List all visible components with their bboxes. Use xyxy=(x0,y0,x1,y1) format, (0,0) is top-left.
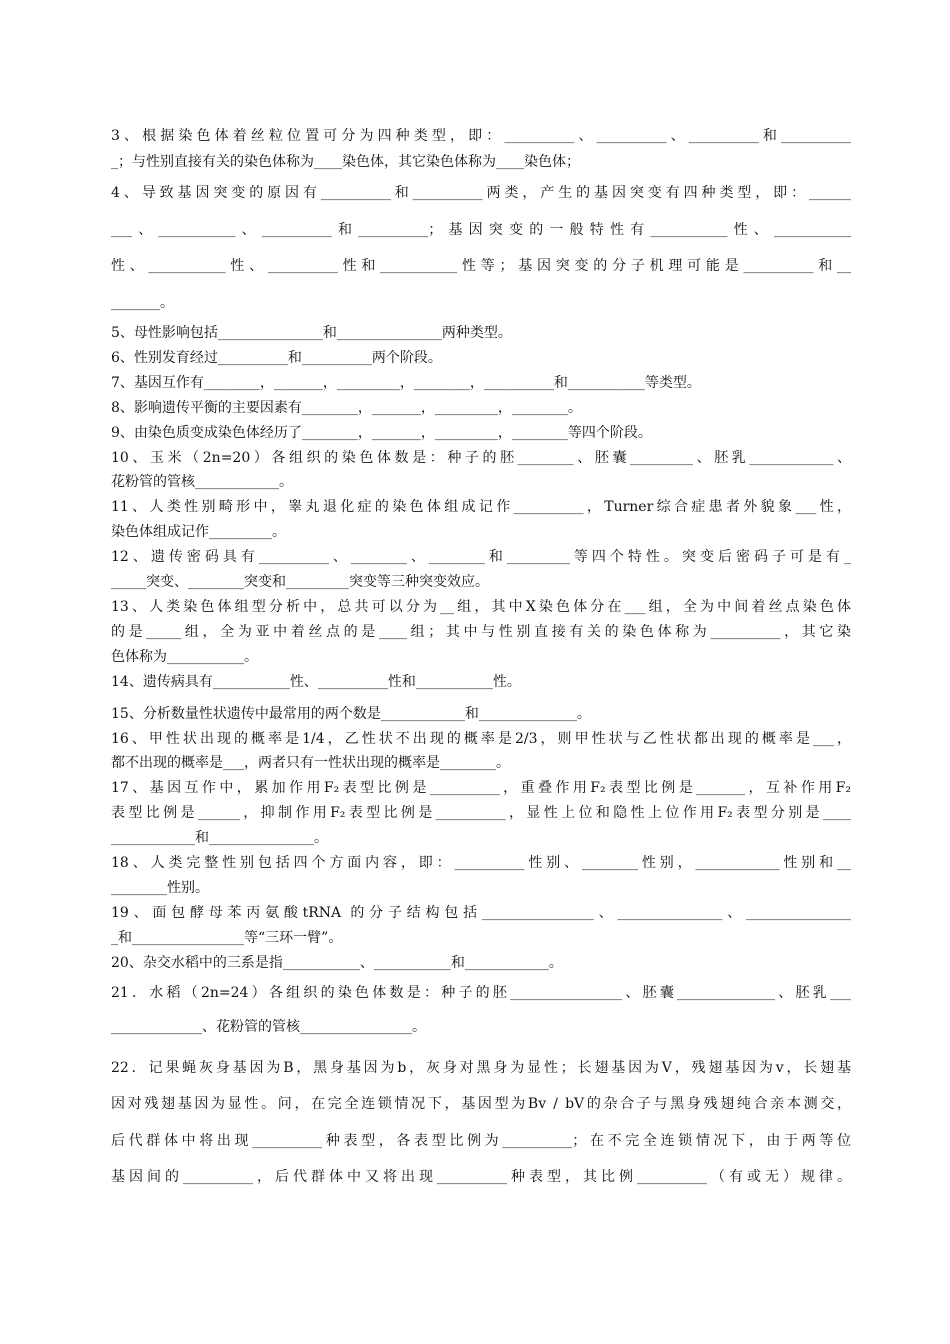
question-17-cont: ____________和_______________。 xyxy=(111,830,328,847)
question-line: 4、导致基因突变的原因有__________和__________两类，产生的基因突变有四种类型，即：______ xyxy=(111,185,851,201)
question-19: 19、面包酵母苯丙氨酸tRNA 的分子结构包括________________、_______________、_______________ xyxy=(111,904,851,921)
question-16-cont: 都不出现的概率是___，两者只有一性状出现的概率是________。 xyxy=(111,755,510,772)
question-17-cont: 表型比例是______，抑制作用F₂表型比例是__________，显性上位和隐性上位作用F₂表型分别是____ xyxy=(111,805,851,822)
spacer xyxy=(111,695,851,702)
question-5: 5、母性影响包括_______________和_______________两种类型。 xyxy=(111,325,512,341)
question-line: 21．水稻（2n=24）各组织的染色体数是：种子的胚________________、胚囊______________、胚乳___ xyxy=(111,984,851,1001)
question-12: 12、遗传密码具有__________、________、________和_________等四个特性。突变后密码子可是有_ xyxy=(111,549,851,566)
question-22 xyxy=(111,1050,851,1196)
question-14: 14、遗传病具有___________性、__________性和___________性。 xyxy=(111,673,521,690)
question-line: 3、根据染色体着丝粒位置可分为四种类型，即：__________、__________、__________和__________ xyxy=(111,128,851,144)
question-line: 性、___________性、__________性和___________性等；基因突变的分子机理可能是__________和__ xyxy=(111,258,851,274)
question-line: 基因间的__________，后代群体中又将出现__________种表型，其比例__________（有或无）规律。 xyxy=(111,1169,851,1186)
question-10-cont: 花粉管的管核____________。 xyxy=(111,474,293,491)
question-6: 6、性别发育经过__________和__________两个阶段。 xyxy=(111,349,442,366)
worksheet-document xyxy=(111,124,851,1196)
question-13: 13、人类染色体组型分析中，总共可以分为__组，其中X染色体分在___组，全为中间着丝点染色体 xyxy=(111,598,851,615)
question-7: 7、基因互作有________，_______，_________，________，__________和___________等类型。 xyxy=(111,374,701,391)
question-line: 因对残翅基因为显性。问，在完全连锁情况下，基因型为Bv / bV的杂合子与黑身残翅纯合亲本测交， xyxy=(111,1096,851,1113)
question-9: 9、由染色质变成染色体经历了________，_______，_________，________等四个阶段。 xyxy=(111,424,652,441)
question-20: 20、杂交水稻中的三系是指___________、___________和____________。 xyxy=(111,954,563,971)
question-line: 后代群体中将出现__________种表型，各表型比例为__________；在不完全连锁情况下，由于两等位 xyxy=(111,1132,851,1149)
question-11: 11、人类性别畸形中，睾丸退化症的染色体组成记作__________，Turner综合症患者外貌象___性， xyxy=(111,499,851,516)
question-line: _______。 xyxy=(111,294,174,311)
question-18-cont: ________性别。 xyxy=(111,879,209,896)
question-13-cont: 的是_____组，全为亚中着丝点的是____组；其中与性别直接有关的染色体称为__________，其它染 xyxy=(111,623,851,640)
question-17: 17、基因互作中，累加作用F₂表型比例是__________，重叠作用F₂表型比例是_______，互补作用F₂ xyxy=(111,780,851,797)
question-15: 15、分析数量性状遗传中最常用的两个数是____________和______________。 xyxy=(111,705,591,722)
question-10: 10、玉米（2n=20）各组织的染色体数是：种子的胚________、胚囊_________、胚乳____________、 xyxy=(111,449,851,466)
question-8: 8、影响遗传平衡的主要因素有________，_______，_________，________。 xyxy=(111,399,582,416)
question-4 xyxy=(111,175,851,321)
question-18: 18、人类完整性别包括四个方面内容，即：__________性别、________性别，____________性别和__ xyxy=(111,855,851,872)
question-21 xyxy=(111,976,851,1044)
questions-5-to-14 xyxy=(111,321,851,695)
question-16: 16、甲性状出现的概率是1/4，乙性状不出现的概率是2/3，则甲性状与乙性状都出现的概率是___， xyxy=(111,730,851,747)
question-line: _____________、花粉管的管核________________。 xyxy=(111,1018,426,1035)
questions-15-to-20 xyxy=(111,702,851,976)
question-12-cont: _____突变、________突变和_________突变等三种突变效应。 xyxy=(111,574,489,591)
question-line: _；与性别直接有关的染色体称为____染色体，其它染色体称为____染色体； xyxy=(111,153,580,170)
question-line: 22．记果蝇灰身基因为B，黑身基因为b，灰身对黑身为显性；长翅基因为V，残翅基因为v，长翅基 xyxy=(111,1059,851,1076)
question-line: ___、___________、__________和__________；基因突变的一般特性有___________性、___________ xyxy=(111,221,851,238)
question-13-cont: 色体称为___________。 xyxy=(111,648,258,665)
question-3 xyxy=(111,124,851,175)
question-11-cont: 染色体组成记作_________。 xyxy=(111,524,286,541)
question-19-cont: _和________________等“三环一臂”。 xyxy=(111,929,343,946)
